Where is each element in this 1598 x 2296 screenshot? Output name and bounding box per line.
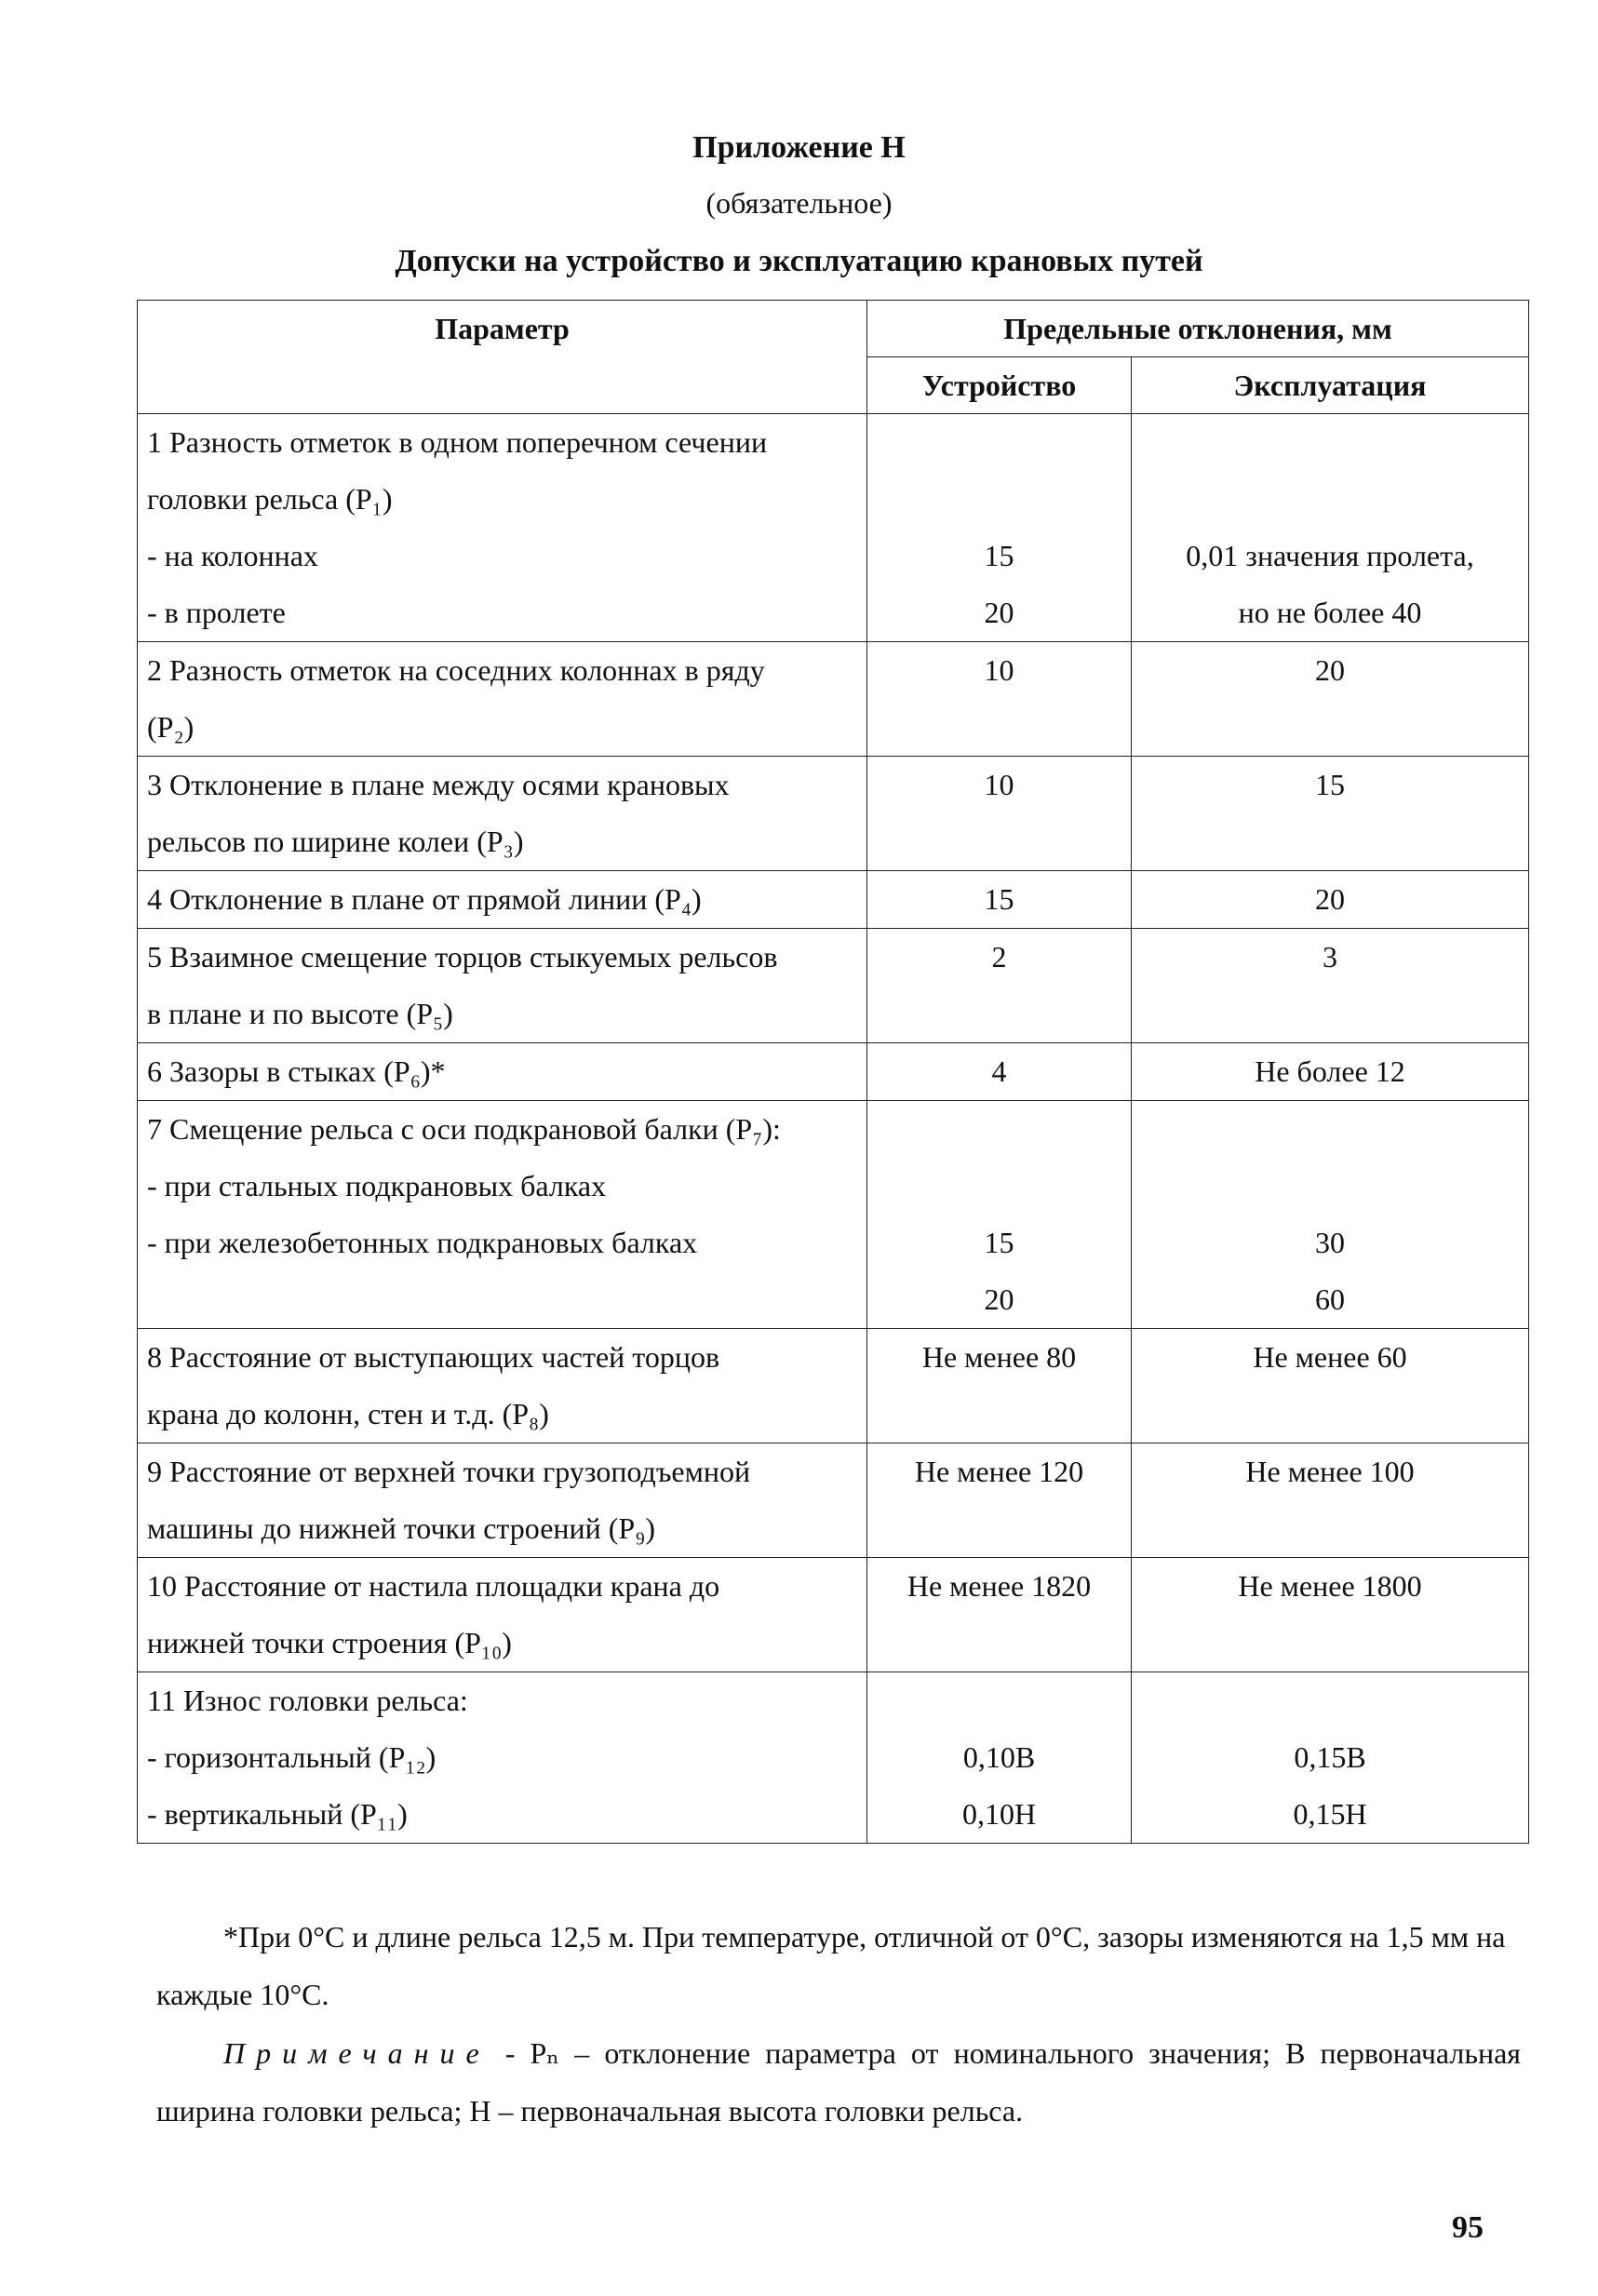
operation-cell-line: Не менее 60 — [1253, 1340, 1407, 1374]
install-cell-line: Не менее 1820 — [906, 1569, 1092, 1603]
table-row — [138, 929, 1529, 1043]
operation-cell-line: 0,01 значения пролета, — [1186, 539, 1474, 572]
table-row — [138, 1558, 1529, 1672]
operation-cell — [1132, 1101, 1529, 1329]
table-title: Допуски на устройство и эксплуатацию крановых путей — [395, 244, 1203, 278]
operation-cell-line: 0,15B — [1294, 1740, 1366, 1774]
parameter-cell — [138, 1329, 867, 1443]
operation-cell-line — [1141, 1672, 1519, 1729]
operation-cell — [1132, 1443, 1529, 1558]
page-number: 95 — [1452, 2210, 1484, 2245]
operation-cell — [1132, 642, 1529, 757]
operation-cell-line: Не менее 1800 — [1238, 1569, 1422, 1603]
install-cell-line: 10 — [984, 653, 1014, 687]
column-header-install: Устройство — [867, 357, 1132, 414]
install-cell — [867, 1329, 1132, 1443]
parameter-cell-line: 7 Смещение рельса с оси подкрановой балки (P₇): — [147, 1112, 781, 1146]
install-cell-line: 15 — [984, 882, 1014, 916]
install-cell-line: 15 — [984, 539, 1014, 572]
operation-cell-line: 15 — [1315, 768, 1345, 801]
parameter-cell — [138, 871, 867, 929]
install-cell-line — [877, 1158, 1121, 1215]
parameter-cell-line: 8 Расстояние от выступающих частей торцов — [147, 1340, 720, 1374]
operation-cell — [1132, 757, 1529, 871]
install-cell-line: 20 — [984, 596, 1014, 629]
appendix-subtitle: (обязательное) — [705, 186, 893, 220]
parameter-cell — [138, 1101, 867, 1329]
install-cell — [867, 871, 1132, 929]
install-cell-line: Не менее 120 — [914, 1455, 1084, 1488]
parameter-cell-line: - на колоннах — [147, 539, 318, 572]
install-cell — [867, 414, 1132, 642]
parameter-cell — [138, 1558, 867, 1672]
parameter-cell-line: машины до нижней точки строений (P₉) — [147, 1511, 656, 1545]
install-cell-line — [877, 1672, 1121, 1729]
parameter-cell-line: 9 Расстояние от верхней точки грузоподъемной — [147, 1455, 751, 1488]
appendix-title: Приложение Н — [692, 130, 906, 165]
install-cell-line: Не менее 80 — [921, 1340, 1077, 1374]
install-cell-line: 2 — [991, 940, 1007, 973]
parameter-cell-line: - при железобетонных подкрановых балках — [147, 1226, 698, 1259]
install-cell-line — [877, 1101, 1121, 1158]
table-row — [138, 871, 1529, 929]
operation-cell-line — [1141, 414, 1519, 471]
install-cell-line: 15 — [984, 1226, 1014, 1259]
parameter-cell-line: в плане и по высоте (P₅) — [147, 997, 453, 1030]
install-cell — [867, 1443, 1132, 1558]
parameter-cell-line: 1 Разность отметок в одном поперечном сечении — [147, 425, 768, 459]
parameter-cell-line: 2 Разность отметок на соседних колоннах в ряду — [147, 653, 765, 687]
operation-cell-line: 20 — [1315, 653, 1345, 687]
parameter-cell-line: крана до колонн, стен и т.д. (P₈) — [147, 1397, 549, 1430]
parameter-cell-line: - горизонтальный (P₁₂) — [147, 1740, 436, 1774]
operation-cell — [1132, 1672, 1529, 1844]
operation-cell-line — [1141, 471, 1519, 528]
operation-cell-line: Не более 12 — [1255, 1054, 1405, 1088]
parameter-cell-line: 5 Взаимное смещение торцов стыкуемых рельсов — [147, 940, 778, 973]
parameter-cell — [138, 642, 867, 757]
parameter-cell — [138, 1043, 867, 1101]
table-row — [138, 1043, 1529, 1101]
column-header-operation: Эксплуатация — [1132, 357, 1529, 414]
operation-cell-line: Не менее 100 — [1245, 1455, 1415, 1488]
install-cell-line: 10 — [984, 768, 1014, 801]
parameter-cell-line: (P₂) — [147, 710, 195, 744]
note-label: Примечание — [223, 2036, 490, 2070]
operation-cell — [1132, 1043, 1529, 1101]
parameter-cell-line: рельсов по ширине колеи (P₃) — [147, 825, 524, 858]
footnote: *При 0°С и длине рельса 12,5 м. При температуре, отличной от 0°С, зазоры изменяются на 1,5 мм на каждые 10°С. — [156, 1920, 1506, 2011]
install-cell — [867, 929, 1132, 1043]
install-cell-line: 4 — [991, 1054, 1007, 1088]
operation-cell — [1132, 1329, 1529, 1443]
parameter-cell-line: - вертикальный (P₁₁) — [147, 1797, 408, 1831]
operation-cell-line: 20 — [1315, 882, 1345, 916]
operation-cell-line: 0,15H — [1293, 1797, 1367, 1831]
parameter-cell-line: 10 Расстояние от настила площадки крана до — [147, 1569, 720, 1603]
parameter-cell-line: 6 Зазоры в стыках (P₆)* — [147, 1054, 446, 1088]
install-cell — [867, 1558, 1132, 1672]
operation-cell-line — [1141, 1158, 1519, 1215]
parameter-cell — [138, 1672, 867, 1844]
table-row — [138, 642, 1529, 757]
operation-cell-line: но не более 40 — [1238, 596, 1422, 629]
operation-cell-line: 3 — [1323, 940, 1337, 973]
install-cell-line — [877, 471, 1121, 528]
operation-cell-line: 60 — [1315, 1282, 1345, 1316]
parameter-cell — [138, 1443, 867, 1558]
parameter-cell — [138, 414, 867, 642]
table-row — [138, 414, 1529, 642]
install-cell-line: 0,10B — [962, 1740, 1036, 1774]
column-header-deviation: Предельные отклонения, мм — [867, 301, 1529, 357]
parameter-cell-line: 11 Износ головки рельса: — [147, 1684, 468, 1717]
operation-cell — [1132, 1558, 1529, 1672]
table-body — [138, 414, 1529, 1844]
operation-cell-line: 30 — [1315, 1226, 1345, 1259]
table-row — [138, 1329, 1529, 1443]
table-row — [138, 1443, 1529, 1558]
parameter-cell-line: нижней точки строения (P₁₀) — [147, 1626, 512, 1659]
table-row — [138, 1101, 1529, 1329]
install-cell — [867, 1043, 1132, 1101]
operation-cell — [1132, 929, 1529, 1043]
operation-cell — [1132, 871, 1529, 929]
operation-cell-line — [1141, 1101, 1519, 1158]
tolerance-table — [137, 300, 1529, 1844]
parameter-cell — [138, 757, 867, 871]
install-cell-line: 0,10H — [961, 1797, 1037, 1831]
parameter-cell — [138, 929, 867, 1043]
install-cell — [867, 1101, 1132, 1329]
note-body: - Pₙ – отклонение параметра от номинального значения; В первоначальная ширина головки рельса; Н – первоначальная высота головки рельса. — [156, 2036, 1521, 2128]
install-cell — [867, 757, 1132, 871]
note — [156, 2024, 1521, 2140]
parameter-cell-line: - в пролете — [147, 596, 286, 629]
install-cell — [867, 642, 1132, 757]
install-cell-line: 20 — [984, 1282, 1014, 1316]
parameter-cell-line: 3 Отклонение в плане между осями крановых — [147, 768, 730, 801]
install-cell — [867, 1672, 1132, 1844]
column-header-parameter: Параметр — [138, 301, 867, 414]
parameter-cell-line: головки рельса (P₁) — [147, 482, 393, 516]
install-cell-line — [877, 414, 1121, 471]
parameter-cell-line: 4 Отклонение в плане от прямой линии (P₄) — [147, 882, 702, 916]
parameter-cell-line: - при стальных подкрановых балках — [147, 1169, 607, 1202]
operation-cell — [1132, 414, 1529, 642]
table-row — [138, 1672, 1529, 1844]
table-row — [138, 757, 1529, 871]
